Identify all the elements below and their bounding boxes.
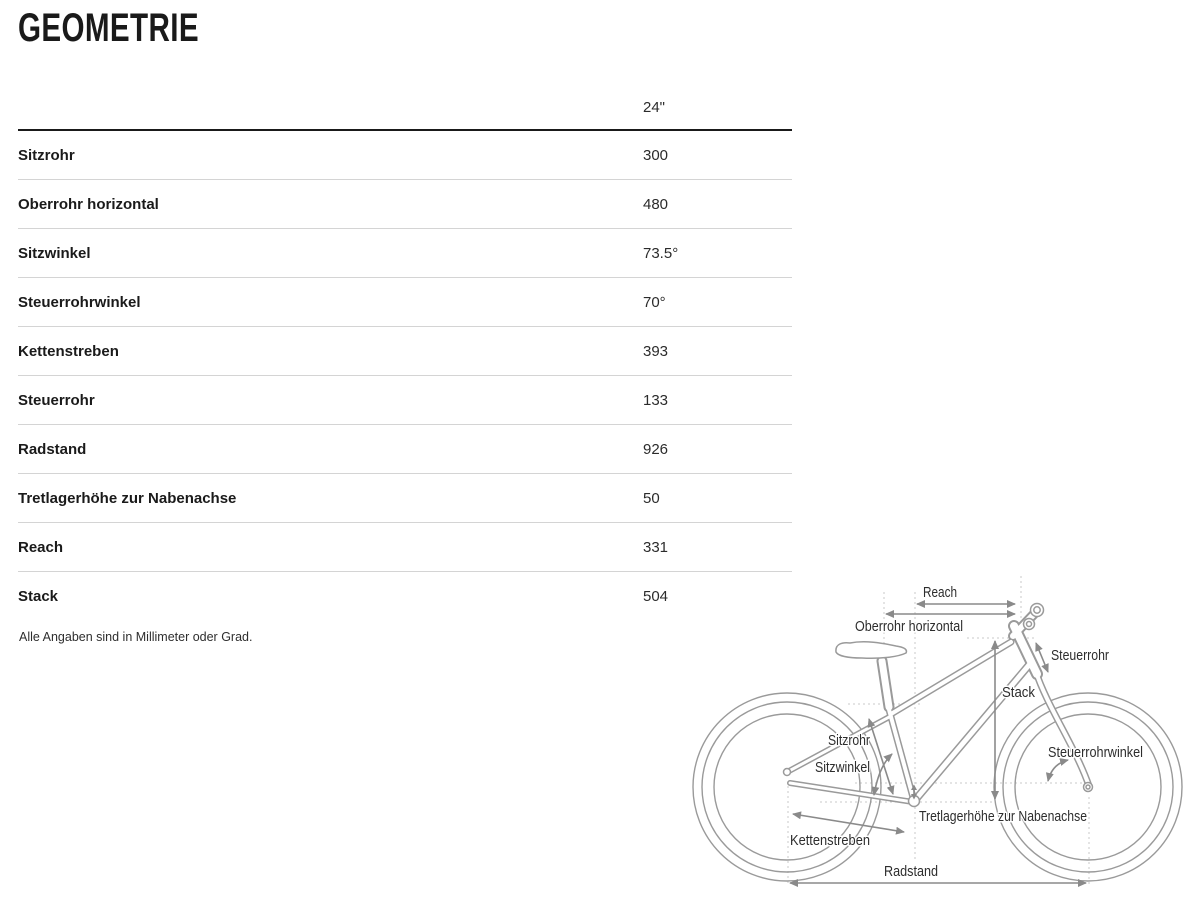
table-row: [18, 327, 792, 376]
diagram-label-oberrohr: Oberrohr horizontal: [855, 618, 963, 635]
diagram-label-radstand: Radstand: [884, 863, 938, 880]
geometry-table: [18, 85, 792, 620]
row-label: Reach: [18, 538, 64, 556]
row-label: Tretlagerhöhe zur Nabenachse: [18, 489, 237, 507]
row-value: 50: [643, 489, 660, 507]
row-value: 480: [643, 195, 669, 213]
diagram-label-tretlager: Tretlagerhöhe zur Nabenachse: [919, 808, 1087, 825]
table-row: [18, 523, 792, 572]
table-row: [18, 278, 792, 327]
row-label: Kettenstreben: [18, 342, 119, 360]
row-label: Steuerrohrwinkel: [18, 293, 141, 311]
diagram-label-steuerrohrwinkel: Steuerrohrwinkel: [1048, 744, 1143, 761]
diagram-label-steuerrohr: Steuerrohr: [1051, 647, 1109, 664]
diagram-label-sitzwinkel: Sitzwinkel: [815, 759, 870, 776]
saddle: [836, 642, 907, 658]
table-header-row: [18, 85, 792, 131]
table-row: [18, 376, 792, 425]
row-value: 70°: [643, 293, 666, 311]
diagram-labels: [790, 584, 1143, 880]
row-value: 73.5°: [643, 244, 679, 262]
rear-wheel: [693, 693, 881, 881]
diagram-label-sitzrohr: Sitzrohr: [828, 732, 870, 749]
row-label: Sitzrohr: [18, 146, 75, 164]
table-row: [18, 180, 792, 229]
row-value: 926: [643, 440, 669, 458]
bike-geometry-diagram: [680, 560, 1200, 900]
page-title: GEOMETRIE: [18, 6, 199, 50]
table-row: [18, 474, 792, 523]
row-value: 300: [643, 146, 669, 164]
diagram-label-reach: Reach: [923, 584, 957, 601]
units-footnote: Alle Angaben sind in Millimeter oder Grad.: [19, 630, 253, 644]
row-value: 504: [643, 587, 669, 605]
size-column-header: 24": [643, 98, 666, 116]
table-row: [18, 572, 792, 620]
diagram-label-kettenstreben: Kettenstreben: [790, 832, 870, 849]
row-value: 331: [643, 538, 669, 556]
row-label: Sitzwinkel: [18, 244, 91, 262]
row-value: 133: [643, 391, 669, 409]
row-label: Stack: [18, 587, 59, 605]
table-row: [18, 425, 792, 474]
table-row: [18, 131, 792, 180]
row-label: Radstand: [18, 440, 87, 458]
row-value: 393: [643, 342, 669, 360]
table-row: [18, 229, 792, 278]
row-label: Oberrohr horizontal: [18, 195, 159, 213]
row-label: Steuerrohr: [18, 391, 95, 409]
diagram-label-stack: Stack: [1002, 684, 1036, 701]
